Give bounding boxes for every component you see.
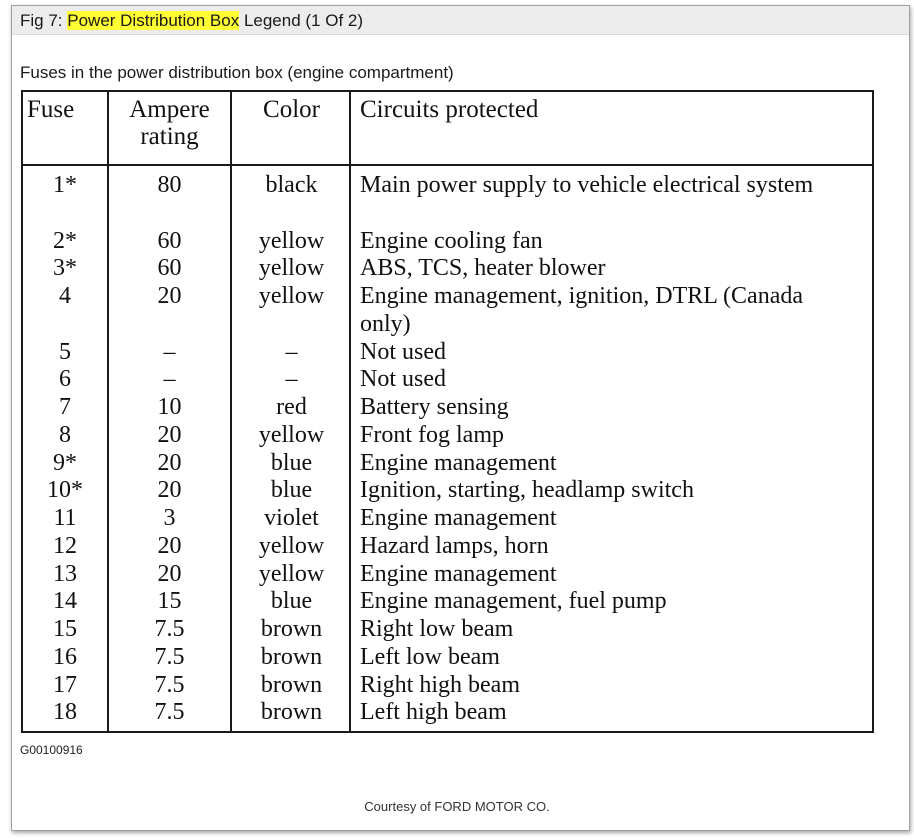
table-row <box>23 450 872 478</box>
ampere-rating: – <box>163 338 176 365</box>
table-row <box>23 672 872 700</box>
header-ampere <box>109 96 230 150</box>
fuse-number: 3* <box>53 255 77 282</box>
fuse-color: brown <box>260 671 323 698</box>
header-divider <box>23 164 872 166</box>
header-ampere-line2: rating <box>140 123 199 150</box>
fuse-color: yellow <box>258 560 325 587</box>
circuit-protected: Main power supply to vehicle electrical system <box>360 172 814 198</box>
fuse-number: 13 <box>53 560 77 587</box>
table-body <box>23 172 872 727</box>
fuse-color: yellow <box>258 227 325 254</box>
circuit-protected: Battery sensing <box>360 394 509 420</box>
circuit-protected: Ignition, starting, headlamp switch <box>360 477 694 504</box>
fuse-number: 12 <box>53 532 77 559</box>
fuse-number: 6 <box>59 366 71 393</box>
ampere-rating: – <box>163 366 176 393</box>
fuse-color: yellow <box>258 532 325 559</box>
fuse-color: brown <box>260 699 323 726</box>
table-row <box>23 283 872 339</box>
fuse-color: black <box>265 172 318 198</box>
circuit-protected: Not used <box>360 338 446 365</box>
circuit-protected: Engine management <box>360 560 557 587</box>
fuse-number: 17 <box>53 671 77 698</box>
ampere-rating: 60 <box>157 255 182 282</box>
ampere-rating: 7.5 <box>154 616 185 642</box>
ampere-rating: 7.5 <box>154 643 185 670</box>
fuse-color: blue <box>270 449 313 476</box>
ampere-rating: 80 <box>157 172 182 198</box>
fuse-color: violet <box>264 505 319 531</box>
ampere-rating: 60 <box>157 227 182 254</box>
header-color: Color <box>263 96 320 123</box>
table-subtitle: Fuses in the power distribution box (engine compartment) <box>20 63 454 82</box>
table-row <box>23 228 872 256</box>
table-row <box>23 588 872 616</box>
circuit-protected: Engine management <box>360 449 557 476</box>
circuit-protected: Right high beam <box>360 671 520 698</box>
courtesy-credit: Courtesy of FORD MOTOR CO. <box>364 799 550 814</box>
ampere-rating: 10 <box>157 394 182 420</box>
fuse-color: brown <box>260 643 323 670</box>
table-row <box>23 172 872 228</box>
fuse-color: blue <box>270 477 313 504</box>
fuse-number: 2* <box>53 227 77 254</box>
caption-suffix: Legend (1 Of 2) <box>239 11 364 30</box>
fuse-color: red <box>276 394 307 420</box>
ampere-rating: 20 <box>157 477 182 504</box>
table-row <box>23 505 872 533</box>
ampere-rating: 20 <box>157 283 182 309</box>
figure-id: G00100916 <box>20 743 83 757</box>
table-row <box>23 422 872 450</box>
fuse-number: 15 <box>53 616 77 642</box>
table-row <box>23 394 872 422</box>
table-row <box>23 699 872 727</box>
ampere-rating: 20 <box>157 560 182 587</box>
fuse-table <box>21 90 874 733</box>
fuse-number: 18 <box>53 699 77 726</box>
header-ampere-line1: Ampere <box>129 96 210 123</box>
fuse-color: – <box>285 338 298 365</box>
header-fuse: Fuse <box>27 96 75 123</box>
caption-highlight: Power Distribution Box <box>67 11 240 30</box>
circuit-protected: Engine management, fuel pump <box>360 588 667 615</box>
circuit-protected: Front fog lamp <box>360 421 504 448</box>
fuse-number: 1* <box>53 172 77 198</box>
ampere-rating: 20 <box>157 532 182 559</box>
table-row <box>23 339 872 367</box>
ampere-rating: 20 <box>157 421 182 448</box>
fuse-color: – <box>285 366 298 393</box>
fuse-color: yellow <box>258 255 325 282</box>
circuit-protected: Left high beam <box>360 699 507 726</box>
circuit-protected: Engine management <box>360 505 557 531</box>
circuit-protected: Left low beam <box>360 643 500 670</box>
circuit-protected: Hazard lamps, horn <box>360 532 549 559</box>
fuse-number: 9* <box>53 449 77 476</box>
circuit-protected: Engine management, ignition, DTRL (Canada only) <box>360 283 803 337</box>
fuse-number: 4 <box>59 283 71 309</box>
fuse-color: blue <box>270 588 313 615</box>
ampere-rating: 7.5 <box>154 699 185 726</box>
fuse-number: 14 <box>53 588 77 615</box>
fuse-color: yellow <box>258 283 325 309</box>
caption-prefix: Fig 7: <box>20 11 68 30</box>
fuse-number: 16 <box>53 643 77 670</box>
fuse-number: 5 <box>59 338 71 365</box>
fuse-number: 8 <box>59 421 71 448</box>
table-row <box>23 533 872 561</box>
fuse-color: yellow <box>258 421 325 448</box>
ampere-rating: 3 <box>163 505 176 531</box>
fuse-number: 11 <box>53 505 77 531</box>
fuse-number: 7 <box>59 394 71 420</box>
ampere-rating: 20 <box>157 449 182 476</box>
table-row <box>23 561 872 589</box>
fuse-number: 10* <box>47 477 83 504</box>
circuit-protected: Not used <box>360 366 446 393</box>
circuit-protected: Right low beam <box>360 616 514 642</box>
ampere-rating: 7.5 <box>154 671 185 698</box>
fuse-color: brown <box>260 616 323 642</box>
circuit-protected: ABS, TCS, heater blower <box>360 255 606 282</box>
table-row <box>23 477 872 505</box>
ampere-rating: 15 <box>157 588 182 615</box>
table-row <box>23 616 872 644</box>
header-circuits: Circuits protected <box>360 96 539 123</box>
table-row <box>23 644 872 672</box>
circuit-protected: Engine cooling fan <box>360 227 543 254</box>
figure-caption <box>12 6 909 35</box>
table-row <box>23 255 872 283</box>
table-row <box>23 366 872 394</box>
